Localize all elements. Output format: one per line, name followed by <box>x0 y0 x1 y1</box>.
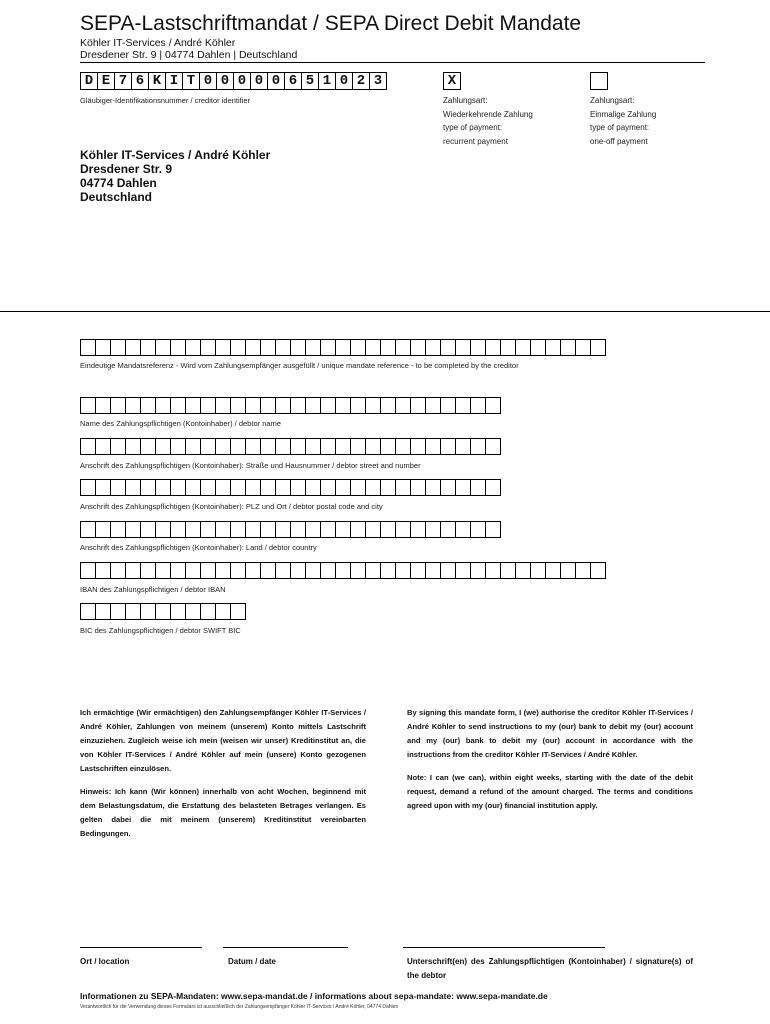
input-char-box[interactable] <box>500 339 516 356</box>
input-char-box[interactable] <box>530 562 546 579</box>
input-char-box[interactable] <box>425 438 441 455</box>
input-char-box[interactable] <box>275 562 291 579</box>
input-char-box[interactable] <box>455 438 471 455</box>
input-char-box[interactable] <box>80 339 96 356</box>
input-char-box[interactable] <box>260 521 276 538</box>
input-char-box[interactable] <box>110 562 126 579</box>
input-char-box[interactable] <box>440 339 456 356</box>
input-char-box[interactable] <box>140 603 156 620</box>
input-char-box[interactable] <box>230 397 246 414</box>
input-char-box[interactable] <box>215 397 231 414</box>
input-char-box[interactable] <box>485 562 501 579</box>
debtor-iban-boxes[interactable] <box>80 562 605 579</box>
input-char-box[interactable] <box>110 438 126 455</box>
input-char-box[interactable] <box>530 339 546 356</box>
input-char-box[interactable] <box>215 438 231 455</box>
debtor-country-boxes[interactable] <box>80 521 500 538</box>
creditor-id-char: 0 <box>335 72 353 90</box>
input-char-box[interactable] <box>140 479 156 496</box>
input-char-box[interactable] <box>125 339 141 356</box>
input-char-box[interactable] <box>290 339 306 356</box>
input-char-box[interactable] <box>170 603 186 620</box>
debtor-city-label: Anschrift des Zahlungspflichtigen (Kontoinhaber): PLZ und Ort / debtor postal code and city <box>80 502 383 511</box>
input-char-box[interactable] <box>230 562 246 579</box>
input-char-box[interactable] <box>110 339 126 356</box>
input-char-box[interactable] <box>305 339 321 356</box>
input-char-box[interactable] <box>425 479 441 496</box>
input-char-box[interactable] <box>500 562 516 579</box>
input-char-box[interactable] <box>425 521 441 538</box>
payment-label-line: Zahlungsart: <box>443 96 488 105</box>
input-char-box[interactable] <box>155 479 171 496</box>
input-char-box[interactable] <box>380 438 396 455</box>
input-char-box[interactable] <box>125 479 141 496</box>
input-char-box[interactable] <box>215 603 231 620</box>
input-char-box[interactable] <box>110 521 126 538</box>
payment-label-line: type of payment: <box>443 123 503 133</box>
creditor-id-char: 0 <box>250 72 268 90</box>
input-char-box[interactable] <box>80 479 96 496</box>
input-char-box[interactable] <box>230 438 246 455</box>
input-char-box[interactable] <box>350 479 366 496</box>
input-char-box[interactable] <box>455 521 471 538</box>
debtor-iban-label: IBAN des Zahlungspflichtigen / debtor IBAN <box>80 585 226 594</box>
creditor-id-char: T <box>182 72 200 90</box>
input-char-box[interactable] <box>380 397 396 414</box>
input-char-box[interactable] <box>275 521 291 538</box>
input-char-box[interactable] <box>200 479 216 496</box>
input-char-box[interactable] <box>335 562 351 579</box>
input-char-box[interactable] <box>440 397 456 414</box>
section-divider <box>0 311 770 312</box>
refund-note-paragraph: Hinweis: Ich kann (Wir können) innerhalb von acht Wochen, beginnend mit dem Belastungsdatum, die Erstattung des belasteten Betrages verlangen. Es gelten dabei die mit meinem (unserem) Kreditinstitut vereinbarten Bedingungen. <box>80 787 366 838</box>
creditor-id-char: I <box>165 72 183 90</box>
input-char-box[interactable] <box>410 339 426 356</box>
input-char-box[interactable] <box>410 479 426 496</box>
input-char-box[interactable] <box>560 562 576 579</box>
mandate-paragraph: Ich ermächtige (Wir ermächtigen) den Zahlungsempfänger Köhler IT-Services / André Köhler, Zahlungen von meinem (unserem) Konto mittels Lastschrift einzuziehen. Zugleich weise ich mein (weisen wir unser) Kreditinstitut an, die von Köhler IT-Services / André Köhler auf mein (unsere) Konto gezogenen Lastschriften einzulösen. <box>80 708 366 773</box>
input-char-box[interactable] <box>365 562 381 579</box>
creditor-id-char: 5 <box>301 72 319 90</box>
input-char-box[interactable] <box>80 397 96 414</box>
input-char-box[interactable] <box>320 339 336 356</box>
input-char-box[interactable] <box>200 562 216 579</box>
input-char-box[interactable] <box>260 562 276 579</box>
input-char-box[interactable] <box>545 339 561 356</box>
input-char-box[interactable] <box>80 603 96 620</box>
input-char-box[interactable] <box>470 479 486 496</box>
input-char-box[interactable] <box>350 339 366 356</box>
header-company: Köhler IT-Services / André Köhler <box>80 37 236 49</box>
input-char-box[interactable] <box>350 438 366 455</box>
input-char-box[interactable] <box>80 562 96 579</box>
input-char-box[interactable] <box>455 339 471 356</box>
input-char-box[interactable] <box>125 603 141 620</box>
input-char-box[interactable] <box>485 397 501 414</box>
input-char-box[interactable] <box>245 479 261 496</box>
input-char-box[interactable] <box>125 521 141 538</box>
input-char-box[interactable] <box>380 479 396 496</box>
input-char-box[interactable] <box>245 521 261 538</box>
input-char-box[interactable] <box>590 339 606 356</box>
input-char-box[interactable] <box>245 339 261 356</box>
input-char-box[interactable] <box>485 521 501 538</box>
input-char-box[interactable] <box>140 339 156 356</box>
input-char-box[interactable] <box>200 397 216 414</box>
creditor-id-boxes <box>80 72 386 90</box>
input-char-box[interactable] <box>365 438 381 455</box>
input-char-box[interactable] <box>170 479 186 496</box>
input-char-box[interactable] <box>440 438 456 455</box>
input-char-box[interactable] <box>170 521 186 538</box>
input-char-box[interactable] <box>470 521 486 538</box>
input-char-box[interactable] <box>485 339 501 356</box>
input-char-box[interactable] <box>320 479 336 496</box>
debtor-street-label: Anschrift des Zahlungspflichtigen (Kontoinhaber): Straße und Hausnummer / debtor street and number <box>80 461 421 470</box>
input-char-box[interactable] <box>335 397 351 414</box>
recurrent-payment-checkbox[interactable]: X <box>443 72 461 90</box>
input-char-box[interactable] <box>425 339 441 356</box>
input-char-box[interactable] <box>575 562 591 579</box>
input-char-box[interactable] <box>140 397 156 414</box>
input-char-box[interactable] <box>185 479 201 496</box>
debtor-bic-label: BIC des Zahlungspflichtigen / debtor SWIFT BIC <box>80 626 241 635</box>
input-char-box[interactable] <box>515 562 531 579</box>
creditor-id-char: 7 <box>114 72 132 90</box>
input-char-box[interactable] <box>95 339 111 356</box>
input-char-box[interactable] <box>80 521 96 538</box>
input-char-box[interactable] <box>290 521 306 538</box>
input-char-box[interactable] <box>455 562 471 579</box>
input-char-box[interactable] <box>470 339 486 356</box>
input-char-box[interactable] <box>365 479 381 496</box>
input-char-box[interactable] <box>245 562 261 579</box>
input-char-box[interactable] <box>335 521 351 538</box>
input-char-box[interactable] <box>170 397 186 414</box>
recurrent-payment-label <box>443 94 533 148</box>
input-char-box[interactable] <box>95 562 111 579</box>
address-line: 04774 Dahlen <box>80 176 157 190</box>
oneoff-payment-checkbox[interactable] <box>590 72 608 90</box>
input-char-box[interactable] <box>230 521 246 538</box>
creditor-id-char: 0 <box>233 72 251 90</box>
input-char-box[interactable] <box>575 339 591 356</box>
input-char-box[interactable] <box>320 562 336 579</box>
input-char-box[interactable] <box>455 479 471 496</box>
input-char-box[interactable] <box>350 562 366 579</box>
debtor-country-label: Anschrift des Zahlungspflichtigen (Kontoinhaber): Land / debtor country <box>80 543 317 552</box>
input-char-box[interactable] <box>155 438 171 455</box>
input-char-box[interactable] <box>155 339 171 356</box>
address-line: Deutschland <box>80 190 153 204</box>
input-char-box[interactable] <box>365 339 381 356</box>
creditor-id-char: 0 <box>199 72 217 90</box>
input-char-box[interactable] <box>245 397 261 414</box>
input-char-box[interactable] <box>410 397 426 414</box>
input-char-box[interactable] <box>95 479 111 496</box>
input-char-box[interactable] <box>350 521 366 538</box>
input-char-box[interactable] <box>395 438 411 455</box>
input-char-box[interactable] <box>170 438 186 455</box>
input-char-box[interactable] <box>155 521 171 538</box>
input-char-box[interactable] <box>455 397 471 414</box>
input-char-box[interactable] <box>560 339 576 356</box>
input-char-box[interactable] <box>95 438 111 455</box>
input-char-box[interactable] <box>305 562 321 579</box>
input-char-box[interactable] <box>110 479 126 496</box>
input-char-box[interactable] <box>215 339 231 356</box>
input-char-box[interactable] <box>545 562 561 579</box>
debtor-name-boxes[interactable] <box>80 397 500 414</box>
input-char-box[interactable] <box>275 438 291 455</box>
location-signature-line[interactable] <box>80 947 202 948</box>
creditor-address <box>80 148 270 204</box>
input-char-box[interactable] <box>290 438 306 455</box>
input-char-box[interactable] <box>485 438 501 455</box>
creditor-id-char: 2 <box>352 72 370 90</box>
debtor-bic-boxes[interactable] <box>80 603 245 620</box>
page-title: SEPA-Lastschriftmandat / SEPA Direct Debit Mandate <box>80 12 582 35</box>
input-char-box[interactable] <box>470 438 486 455</box>
input-char-box[interactable] <box>200 438 216 455</box>
input-char-box[interactable] <box>380 339 396 356</box>
mandate-text-german <box>80 706 366 850</box>
input-char-box[interactable] <box>95 397 111 414</box>
input-char-box[interactable] <box>335 339 351 356</box>
input-char-box[interactable] <box>215 521 231 538</box>
input-char-box[interactable] <box>170 339 186 356</box>
input-char-box[interactable] <box>125 397 141 414</box>
input-char-box[interactable] <box>395 562 411 579</box>
input-char-box[interactable] <box>215 479 231 496</box>
input-char-box[interactable] <box>590 562 606 579</box>
input-char-box[interactable] <box>515 339 531 356</box>
input-char-box[interactable] <box>275 397 291 414</box>
input-char-box[interactable] <box>305 479 321 496</box>
creditor-id-char: 1 <box>318 72 336 90</box>
input-char-box[interactable] <box>425 562 441 579</box>
mandate-reference-boxes[interactable] <box>80 339 605 356</box>
input-char-box[interactable] <box>395 521 411 538</box>
input-char-box[interactable] <box>380 521 396 538</box>
input-char-box[interactable] <box>395 397 411 414</box>
input-char-box[interactable] <box>410 438 426 455</box>
date-signature-line[interactable] <box>223 947 348 948</box>
input-char-box[interactable] <box>320 521 336 538</box>
creditor-id-char: 0 <box>216 72 234 90</box>
input-char-box[interactable] <box>185 339 201 356</box>
input-char-box[interactable] <box>170 562 186 579</box>
input-char-box[interactable] <box>140 562 156 579</box>
input-char-box[interactable] <box>320 397 336 414</box>
input-char-box[interactable] <box>320 438 336 455</box>
oneoff-payment-label <box>590 94 656 148</box>
payment-label-line: type of payment: <box>590 123 650 133</box>
input-char-box[interactable] <box>305 438 321 455</box>
input-char-box[interactable] <box>275 339 291 356</box>
input-char-box[interactable] <box>290 562 306 579</box>
input-char-box[interactable] <box>155 562 171 579</box>
signature-label: Unterschrift(en) des Zahlungspflichtigen (Kontoinhaber) / signature(s) of the debtor <box>407 957 693 980</box>
creditor-id-char: K <box>148 72 166 90</box>
footer-disclaimer: Verantwortlich für die Verwendung dieses Formulars ist ausschließlich der Zahlungsempfänger Köhler IT-Services / André Köhler, 04774 Dahlen <box>80 1004 399 1010</box>
input-char-box[interactable] <box>305 521 321 538</box>
input-char-box[interactable] <box>260 397 276 414</box>
input-char-box[interactable] <box>140 521 156 538</box>
debtor-street-boxes[interactable] <box>80 438 500 455</box>
input-char-box[interactable] <box>440 562 456 579</box>
payment-label-line: Zahlungsart: <box>590 96 635 105</box>
address-line: Dresdener Str. 9 <box>80 162 173 176</box>
header-divider <box>80 62 705 63</box>
debtor-name-label: Name des Zahlungspflichtigen (Kontoinhaber) / debtor name <box>80 419 281 428</box>
input-char-box[interactable] <box>215 562 231 579</box>
input-char-box[interactable] <box>110 603 126 620</box>
input-char-box[interactable] <box>95 603 111 620</box>
creditor-id-char: 6 <box>284 72 302 90</box>
input-char-box[interactable] <box>305 397 321 414</box>
input-char-box[interactable] <box>440 521 456 538</box>
input-char-box[interactable] <box>185 438 201 455</box>
creditor-id-label: Gläubiger-Identifikationsnummer / creditor identifier <box>80 96 251 105</box>
debtor-city-boxes[interactable] <box>80 479 500 496</box>
input-char-box[interactable] <box>230 479 246 496</box>
location-label: Ort / location <box>80 957 130 966</box>
input-char-box[interactable] <box>80 438 96 455</box>
date-label: Datum / date <box>228 957 277 966</box>
input-char-box[interactable] <box>335 438 351 455</box>
footer-info: Informationen zu SEPA-Mandaten: www.sepa-mandat.de / informations about sepa-mandate: www.sepa-mandate.de <box>80 991 548 1001</box>
input-char-box[interactable] <box>425 397 441 414</box>
input-char-box[interactable] <box>260 438 276 455</box>
creditor-id-char: E <box>97 72 115 90</box>
input-char-box[interactable] <box>155 603 171 620</box>
payment-label-line: Einmalige Zahlung <box>590 109 657 119</box>
input-char-box[interactable] <box>125 562 141 579</box>
input-char-box[interactable] <box>200 521 216 538</box>
refund-note-paragraph: Note: I can (we can), within eight weeks, starting with the date of the debit request, demand a refund of the amount charged. The terms and conditions agreed upon with my (our) financial institution apply. <box>407 773 693 810</box>
mandate-paragraph: By signing this mandate form, I (we) authorise the creditor Köhler IT-Services / André Köhler to send instructions to my (our) bank to debit my (our) account and my (our) bank to debit my (our) account in accordance with the instructions from the creditor Köhler IT-Services / André Köhler. <box>407 708 693 759</box>
input-char-box[interactable] <box>230 603 246 620</box>
input-char-box[interactable] <box>290 397 306 414</box>
input-char-box[interactable] <box>185 397 201 414</box>
input-char-box[interactable] <box>185 603 201 620</box>
input-char-box[interactable] <box>245 438 261 455</box>
input-char-box[interactable] <box>335 479 351 496</box>
creditor-id-char: 3 <box>369 72 387 90</box>
input-char-box[interactable] <box>350 397 366 414</box>
address-line: Köhler IT-Services / André Köhler <box>80 148 271 162</box>
input-char-box[interactable] <box>200 603 216 620</box>
input-char-box[interactable] <box>200 339 216 356</box>
input-char-box[interactable] <box>95 521 111 538</box>
input-char-box[interactable] <box>275 479 291 496</box>
header-address: Dresdener Str. 9 | 04774 Dahlen | Deutschland <box>80 49 298 61</box>
input-char-box[interactable] <box>185 521 201 538</box>
input-char-box[interactable] <box>395 479 411 496</box>
payment-label-line: one-off payment <box>590 136 648 146</box>
input-char-box[interactable] <box>155 397 171 414</box>
payment-label-line: recurrent payment <box>443 136 508 146</box>
creditor-id-char: D <box>80 72 98 90</box>
input-char-box[interactable] <box>260 479 276 496</box>
input-char-box[interactable] <box>440 479 456 496</box>
input-char-box[interactable] <box>395 339 411 356</box>
mandate-text-english <box>407 706 693 822</box>
input-char-box[interactable] <box>140 438 156 455</box>
input-char-box[interactable] <box>365 397 381 414</box>
payment-label-line: Wiederkehrende Zahlung <box>443 109 533 119</box>
input-char-box[interactable] <box>470 562 486 579</box>
input-char-box[interactable] <box>380 562 396 579</box>
mandate-reference-label: Eindeutige Mandatsreferenz - Wird vom Zahlungsempfänger ausgefüllt / unique mandate reference - to be completed by the creditor <box>80 361 519 370</box>
input-char-box[interactable] <box>470 397 486 414</box>
input-char-box[interactable] <box>125 438 141 455</box>
input-char-box[interactable] <box>485 479 501 496</box>
input-char-box[interactable] <box>185 562 201 579</box>
input-char-box[interactable] <box>230 339 246 356</box>
creditor-id-char: 0 <box>267 72 285 90</box>
input-char-box[interactable] <box>110 397 126 414</box>
input-char-box[interactable] <box>410 562 426 579</box>
debtor-signature-line[interactable] <box>403 947 605 948</box>
input-char-box[interactable] <box>365 521 381 538</box>
input-char-box[interactable] <box>260 339 276 356</box>
input-char-box[interactable] <box>410 521 426 538</box>
creditor-id-char: 6 <box>131 72 149 90</box>
input-char-box[interactable] <box>290 479 306 496</box>
